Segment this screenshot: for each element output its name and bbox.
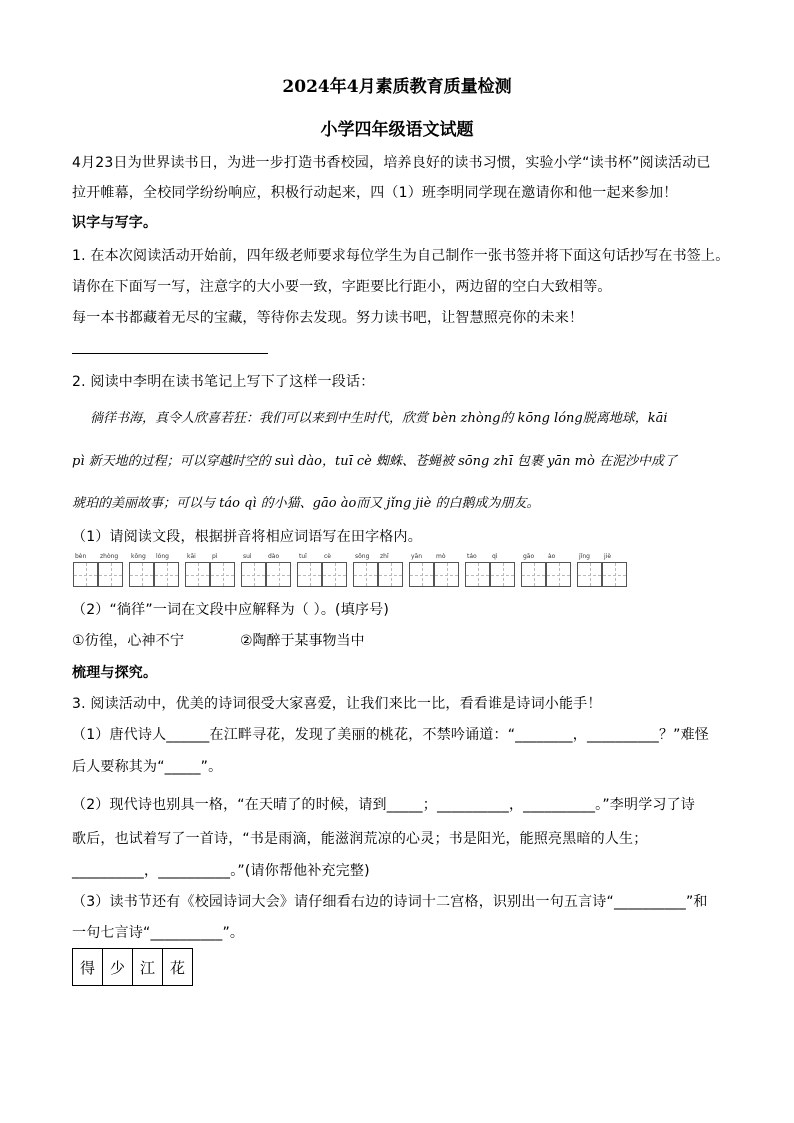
intro-line-2: 拉开帷幕，全校同学纷纷响应，积极行动起来，四（1）班李明同学现在邀请你和他一起来参加！ — [72, 185, 678, 201]
part-2-line-3: __________，__________。”(请你帮他补充完整) — [72, 863, 370, 879]
pinyin-label: sōng — [355, 553, 370, 560]
question-1-line-3: 每一本书都藏着无尽的宝藏，等待你去发现。努力读书吧，让智慧照亮你的未来！ — [72, 310, 584, 326]
passage-line-1: 徜徉书海，真令人欣喜若狂：我们可以来到中生时代，欣赏 bèn zhòng的 kōng lóng脱离地球，kāi — [90, 411, 668, 426]
part-2-line-2: 歌后，也试着写了一首诗，“书是雨滴，能滋润荒凉的心灵；书是阳光，能照亮黑暗的人生； — [72, 831, 648, 847]
pinyin-label: kāi — [187, 553, 196, 560]
tianzi-box[interactable] — [546, 562, 571, 587]
pinyin-label: yān — [411, 553, 423, 560]
tianzi-box[interactable] — [490, 562, 515, 587]
option-1: ①彷徨，心神不宁 — [72, 633, 185, 649]
pinyin-label: qì — [492, 553, 498, 560]
pinyin-label: kōng — [131, 553, 146, 560]
tianzi-box[interactable] — [602, 562, 627, 587]
pinyin-label: táo — [467, 553, 477, 560]
tianzi-box[interactable] — [521, 562, 546, 587]
exam-subtitle: 小学四年级语文试题 — [320, 120, 474, 140]
tianzi-box[interactable] — [577, 562, 602, 587]
part-1-line-1: （1）唐代诗人______在江畔寻花，发现了美丽的桃花，不禁吟诵道：“________，__________？”难怪 — [72, 727, 710, 743]
question-1-line-2: 请你在下面写一写，注意字的大小要一致，字距要比行距小，两边留的空白大致相等。 — [72, 279, 612, 295]
sub-question-2: （2）“徜徉”一词在文段中应解释为（ ）。(填序号) — [72, 602, 389, 618]
tianzi-box[interactable] — [129, 562, 154, 587]
tianzi-box[interactable] — [378, 562, 403, 587]
poem-grid-cell: 江 — [133, 949, 163, 986]
poem-grid-cell: 少 — [103, 949, 133, 986]
pinyin-label: jiè — [604, 553, 612, 560]
tianzi-box[interactable] — [73, 562, 98, 587]
pinyin-label: bèn — [75, 553, 87, 560]
question-2-intro: 2. 阅读中李明在读书笔记上写下了这样一段话： — [72, 374, 375, 390]
tianzi-box[interactable] — [154, 562, 179, 587]
passage-line-2: pì 新天地的过程；可以穿越时空的 suì dào，tuī cè 蜘蛛、苍蝇被 sōng zhī 包裹 yān mò 在泥沙中成了 — [72, 454, 677, 469]
tianzi-box[interactable] — [297, 562, 322, 587]
exam-title: 2024年4月素质教育质量检测 — [282, 77, 512, 97]
pinyin-label: tuī — [299, 553, 307, 560]
sub-question-1: （1）请阅读文段，根据拼音将相应词语写在田字格内。 — [72, 529, 422, 545]
intro-line-1: 4月23日为世界读书日，为进一步打造书香校园，培养良好的读书习惯，实验小学“读书杯”阅读活动已 — [72, 155, 711, 171]
tianzi-box[interactable] — [409, 562, 434, 587]
poem-grid-cell: 花 — [163, 949, 193, 986]
tianzi-box[interactable] — [266, 562, 291, 587]
tianzi-box[interactable] — [241, 562, 266, 587]
pinyin-label: suì — [243, 553, 252, 560]
question-1-line-1: 1. 在本次阅读活动开始前，四年级老师要求每位学生为自己制作一张书签并将下面这句话抄写在书签上。 — [72, 248, 730, 264]
pinyin-label: dào — [268, 553, 280, 560]
section-heading-literacy: 识字与写字。 — [72, 215, 158, 231]
pinyin-label: jǐng — [579, 553, 590, 560]
tianzi-box[interactable] — [98, 562, 123, 587]
part-1-line-2: 后人要称其为“_____”。 — [72, 759, 223, 775]
pinyin-label: gāo — [523, 553, 535, 560]
part-2-line-1: （2）现代诗也别具一格，“在天晴了的时候，请到_____；__________，__________。”李明学习了诗 — [72, 797, 696, 813]
pinyin-label: ào — [548, 553, 556, 560]
tianzi-box[interactable] — [322, 562, 347, 587]
poem-grid-cell: 得 — [73, 949, 103, 986]
pinyin-label: zhī — [380, 553, 389, 560]
part-3-line-2: 一句七言诗“__________”。 — [72, 925, 245, 941]
answer-line[interactable] — [72, 353, 268, 354]
pinyin-label: lóng — [156, 553, 169, 560]
pinyin-label: zhòng — [100, 553, 119, 560]
part-3-line-1: （3）读书节还有《校园诗词大会》请仔细看右边的诗词十二宫格，识别出一句五言诗“__________”和 — [72, 894, 708, 910]
tianzi-box[interactable] — [185, 562, 210, 587]
question-3-intro: 3. 阅读活动中，优美的诗词很受大家喜爱，让我们来比一比，看看谁是诗词小能手！ — [72, 696, 602, 712]
pinyin-label: mò — [436, 553, 446, 560]
pinyin-label: pì — [212, 553, 218, 560]
tianzi-box[interactable] — [434, 562, 459, 587]
section-heading-explore: 梳理与探究。 — [72, 665, 158, 681]
pinyin-label: cè — [324, 553, 331, 560]
passage-line-3: 琥珀的美丽故事；可以与 táo qì 的小猫、gāo ào而又 jǐng jiè 的白鹅成为朋友。 — [72, 496, 540, 511]
tianzi-box[interactable] — [465, 562, 490, 587]
tianzi-box[interactable] — [353, 562, 378, 587]
option-2: ②陶醉于某事物当中 — [240, 633, 365, 649]
tianzi-box[interactable] — [210, 562, 235, 587]
poem-grid — [72, 948, 193, 986]
